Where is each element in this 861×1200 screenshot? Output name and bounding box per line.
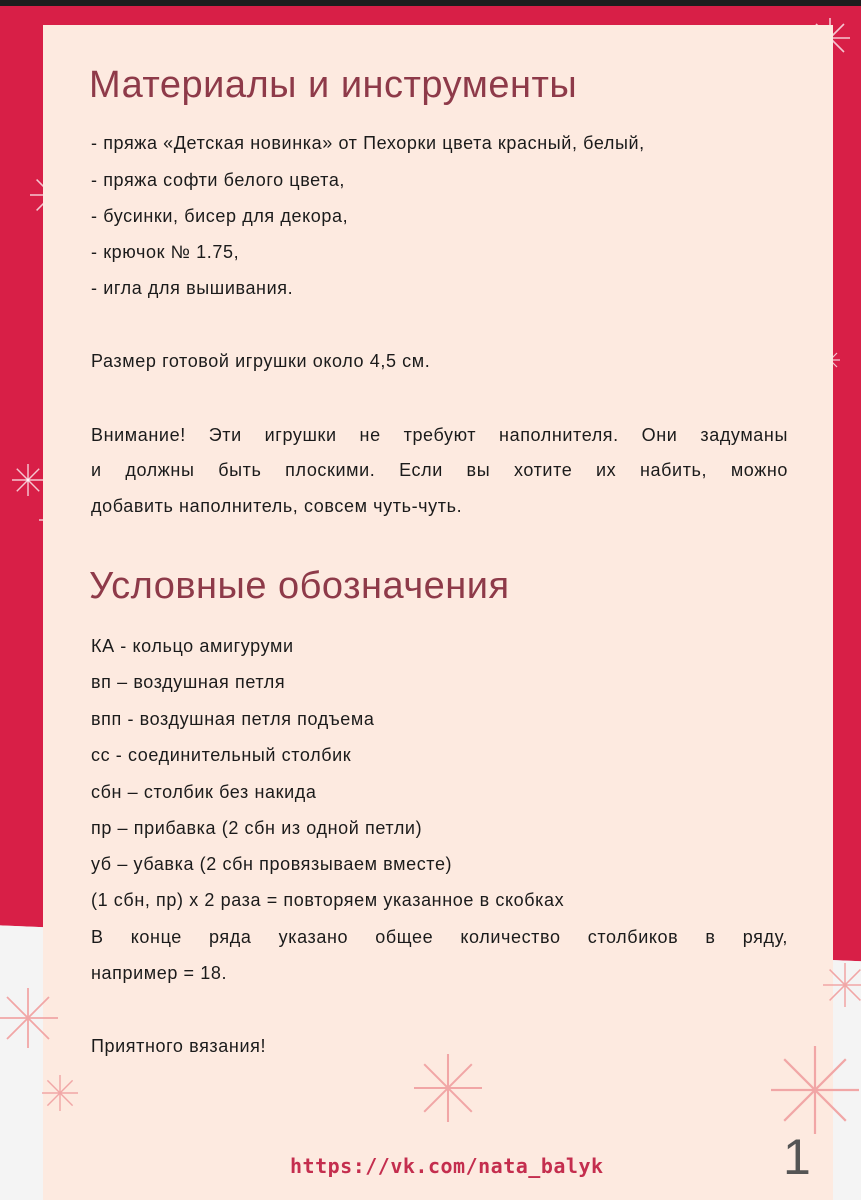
warning-line: и должны быть плоскими. Если вы хотите их набить, можно xyxy=(91,460,788,480)
top-border xyxy=(0,0,861,6)
vk-link[interactable]: https://vk.com/nata_balyk xyxy=(290,1154,604,1178)
legend-item: вп – воздушная петля xyxy=(91,672,286,692)
legend-item: сс - соединительный столбик xyxy=(91,745,352,765)
legend-item: сбн – столбик без накида xyxy=(91,782,317,802)
materials-item: - игла для вышивания. xyxy=(91,278,294,298)
materials-title: Материалы и инструменты xyxy=(89,64,578,106)
legend-item: пр – прибавка (2 сбн из одной петли) xyxy=(91,818,423,838)
closing-text: Приятного вязания! xyxy=(91,1036,267,1056)
content-card xyxy=(43,25,833,1200)
warning-line: Внимание! Эти игрушки не требуют наполнителя. Они задуманы xyxy=(91,425,788,445)
legend-item: впп - воздушная петля подъема xyxy=(91,709,375,729)
legend-item: (1 сбн, пр) х 2 раза = повторяем указанное в скобках xyxy=(91,890,565,910)
legend-note-line: В конце ряда указано общее количество столбиков в ряду, xyxy=(91,927,788,947)
warning-line: добавить наполнитель, совсем чуть-чуть. xyxy=(91,496,463,516)
legend-title: Условные обозначения xyxy=(89,565,510,607)
legend-item: КА - кольцо амигуруми xyxy=(91,636,294,656)
materials-item: - пряжа софти белого цвета, xyxy=(91,170,346,190)
legend-item: уб – убавка (2 сбн провязываем вместе) xyxy=(91,854,453,874)
page-number: 1 xyxy=(783,1129,811,1185)
materials-item: - крючок № 1.75, xyxy=(91,242,240,262)
legend-note-line: например = 18. xyxy=(91,963,228,983)
materials-item: - бусинки, бисер для декора, xyxy=(91,206,349,226)
materials-item: - пряжа «Детская новинка» от Пехорки цвета красный, белый, xyxy=(91,133,645,153)
size-note: Размер готовой игрушки около 4,5 см. xyxy=(91,351,431,371)
